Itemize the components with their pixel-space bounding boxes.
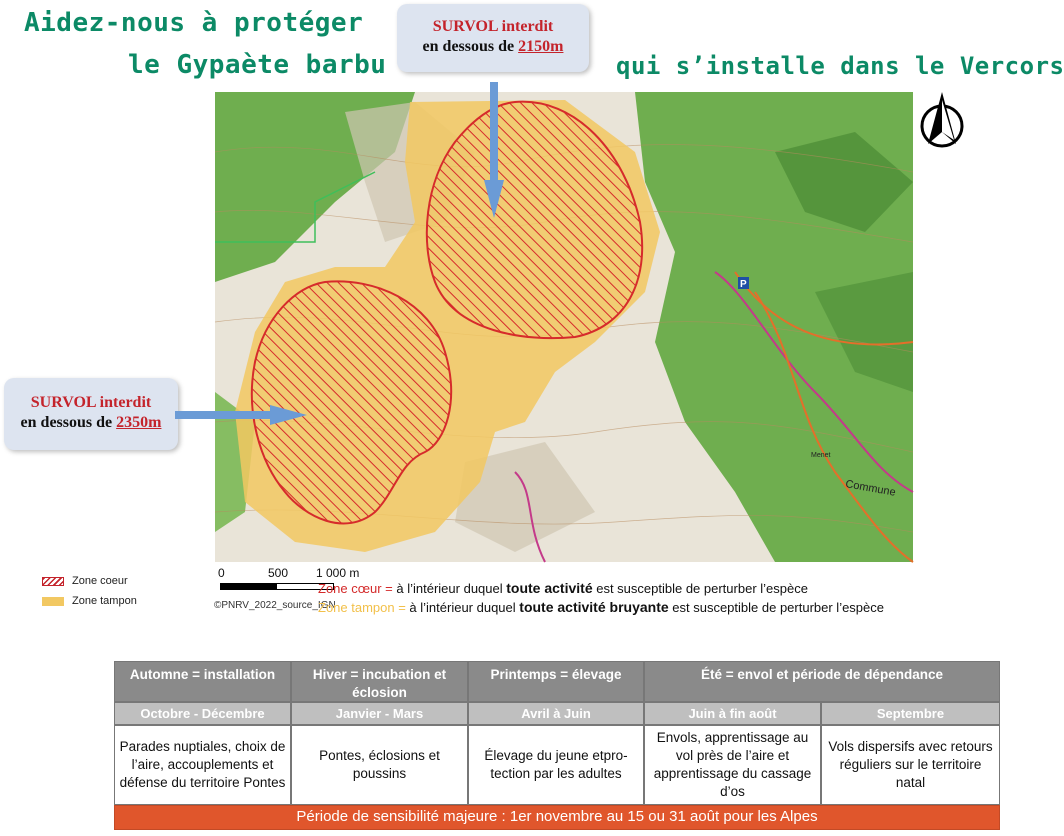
months-september: Septembre: [821, 702, 1000, 725]
north-arrow-icon: [916, 90, 968, 152]
season-winter: Hiver = incubation et éclosion: [291, 661, 468, 702]
months-apr-jun: Avril à Juin: [468, 702, 644, 725]
legend-core-zone: [42, 575, 128, 587]
months-jan-mar: Janvier - Mars: [291, 702, 468, 725]
definition-core-emph: toute activité: [506, 580, 593, 596]
scale-tick-2: 1 000 m: [316, 566, 360, 580]
scale-tick-1: 500: [268, 566, 289, 580]
definition-buffer-emph: toute activité bruyante: [519, 599, 669, 615]
legend-buffer-zone: [42, 595, 137, 607]
callout-left-line2: [4, 414, 178, 432]
topographic-map[interactable]: [215, 92, 913, 562]
activity-autumn: Parades nuptiales, choix de l’aire, accouplements et défense du territoire Pontes: [114, 725, 291, 805]
map-label-menet: Menet: [811, 452, 831, 459]
definition-core-prefix: à l’intérieur duquel: [396, 581, 507, 596]
callout-top-line1: SURVOL interdit: [432, 18, 554, 35]
callout-top-line2: [397, 38, 589, 56]
definition-buffer-key: Zone tampon =: [318, 600, 410, 615]
activity-september: Vols dispersifs avec retours réguliers sur le territoire natal: [821, 725, 1000, 805]
legend-core-swatch: [42, 577, 64, 586]
months-oct-dec: Octobre - Décembre: [114, 702, 291, 725]
season-spring: Printemps = élevage: [468, 661, 644, 702]
activity-spring: Élevage du jeune etpro-tection par les adultes: [468, 725, 644, 805]
callout-top-prefix: en dessous de: [422, 38, 519, 55]
title-line-1: Aidez-nous à protéger: [24, 8, 364, 38]
map-svg: [215, 92, 913, 562]
svg-text:P: P: [740, 279, 747, 290]
parking-icon: [738, 277, 749, 290]
callout-left-prefix: en dessous de: [20, 414, 117, 431]
activity-winter: Pontes, éclosions et poussins: [291, 725, 468, 805]
activity-summer: Envols, apprentissage au vol près de l’aire et apprentissage du cassage d’os: [644, 725, 821, 805]
scale-segment-1: [220, 583, 276, 590]
breeding-calendar-table: [114, 661, 1000, 830]
definition-buffer-suffix: est susceptible de perturber l’espèce: [668, 600, 885, 615]
months-jun-aug: Juin à fin août: [644, 702, 821, 725]
legend-core-label: Zone coeur: [72, 575, 128, 587]
legend-buffer-label: Zone tampon: [72, 595, 137, 607]
callout-left-altitude: 2350m: [116, 414, 162, 431]
definition-core-zone: [318, 580, 808, 596]
definition-core-key: Zone cœur =: [318, 581, 397, 596]
title-line-2: le Gypaète barbu: [128, 50, 387, 80]
definition-buffer-zone: [318, 599, 884, 615]
season-summer: Été = envol et période de dépendance: [644, 661, 1000, 702]
map-copyright: ©PNRV_2022_source_IGN: [214, 600, 336, 611]
definition-buffer-prefix: à l’intérieur duquel: [409, 600, 520, 615]
map-label-commune: Commune: [844, 478, 897, 499]
callout-top-altitude: 2150m: [518, 38, 564, 55]
definition-core-suffix: est susceptible de perturber l’espèce: [592, 581, 808, 596]
legend-buffer-swatch: [42, 597, 64, 606]
season-autumn: Automne = installation: [114, 661, 291, 702]
sensitivity-period-banner: Période de sensibilité majeure : 1er novembre au 15 ou 31 août pour les Alpes: [114, 805, 1000, 830]
overflight-callout-left: [4, 378, 178, 450]
overflight-callout-top: [397, 4, 589, 72]
callout-left-line1: SURVOL interdit: [30, 394, 152, 411]
scale-tick-0: 0: [218, 566, 225, 580]
title-line-3: qui s’installe dans le Vercors: [616, 52, 1064, 80]
